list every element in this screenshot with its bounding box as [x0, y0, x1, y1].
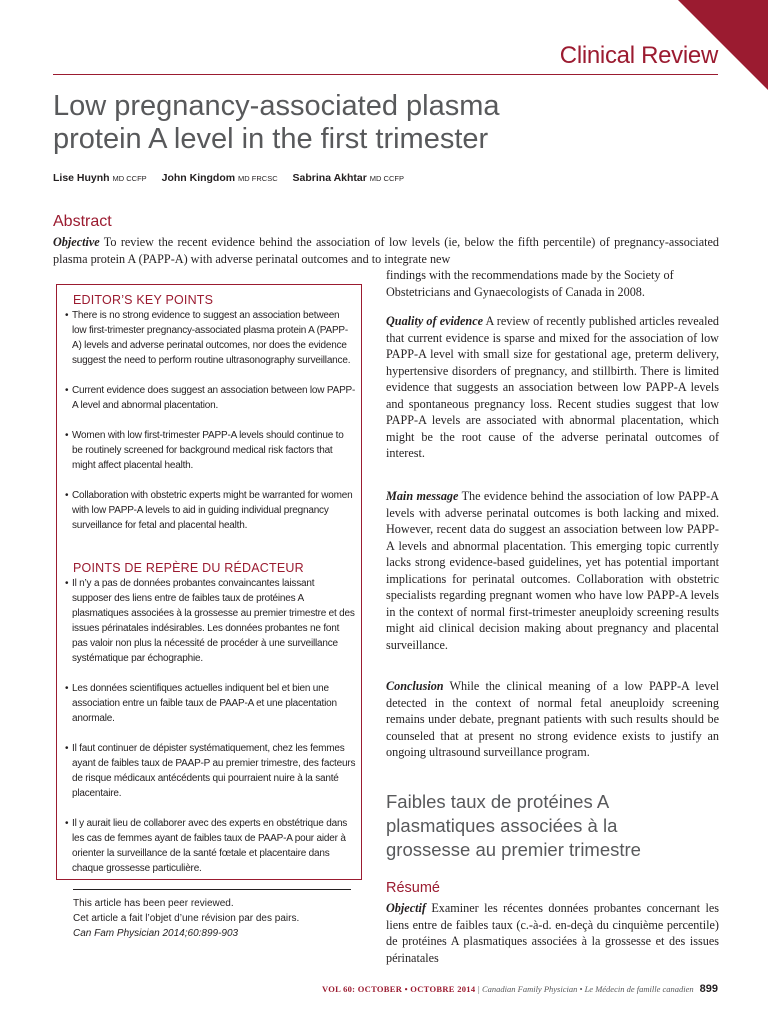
objective-paragraph [53, 234, 719, 267]
author-name: Sabrina Akhtar [292, 172, 367, 184]
author-list [53, 172, 416, 184]
list-item: • Les données scientifiques actuelles indiquent bel et bien une association entre un faible taux de PAAP-A et une placentation anormale. [66, 681, 356, 726]
objective-continued: findings with the recommendations made by the Society of Obstetricians and Gynaecologists of Canada in 2008. [386, 268, 674, 299]
quality-label: Quality of evidence [386, 314, 484, 328]
resume-heading: Résumé [386, 880, 440, 896]
objectif-text: Examiner les récentes données probantes concernant les liens entre de faibles taux (c.-à-d. en-deçà du cinquième percentile) de protéines A plasmatiques associées à la grossesse et des issues périnatales [386, 901, 719, 965]
objective-text: To review the recent evidence behind the association of low levels (ie, below the fifth percentile) of pregnancy-associated plasma protein A (PAPP-A) with adverse perinatal outcomes and to integrate new [53, 235, 719, 266]
footer-journal: | Canadian Family Physician • Le Médecin de famille canadien [475, 984, 694, 994]
french-title-line-1: Faibles taux de protéines A [386, 791, 610, 812]
main-message-text: The evidence behind the association of low PAPP-A levels with adverse perinatal outcomes is both lacking and mixed. However, recent data do suggest an association between low PAPP-A levels and abnormal placentation. This emerging topic currently lacks strong evidence-based guidelines, yet has potential important implications for perinatal outcomes. Collaboration with obstetric specialists regarding pregnant women who have low PAPP-A levels in the context of normal first-trimester aneuploidy screening results might aid clinical decision making about pregnancy and placental surveillance. [386, 489, 719, 652]
author-credentials: MD FRCSC [238, 174, 278, 183]
objective-label: Objective [53, 235, 100, 249]
header-rule [53, 74, 718, 75]
author-name: Lise Huynh [53, 172, 110, 184]
main-message-paragraph [386, 488, 719, 653]
author [293, 172, 404, 184]
conclusion-paragraph [386, 678, 719, 761]
author [53, 172, 147, 184]
author [162, 172, 278, 184]
quality-paragraph [386, 313, 719, 462]
author-credentials: MD CCFP [369, 174, 404, 183]
list-item: • Il n’y a pas de données probantes convaincantes laissant supposer des liens entre de faibles taux de protéines A plasmatiques associées à la grossesse au premier trimestre et des issues périnatales indésirables. Les données probantes ne font pas valoir non plus la nécessité de procéder à une surveillance systématique par échographie. [66, 576, 356, 666]
author-name: John Kingdom [161, 172, 236, 184]
article-title [53, 90, 693, 156]
key-points-list-fr [66, 576, 356, 891]
list-item: • Current evidence does suggest an association between low PAPP-A level and abnormal placentation. [66, 383, 356, 413]
page-number: 899 [699, 983, 718, 995]
objectif-paragraph [386, 900, 719, 966]
key-points-heading-fr: POINTS DE REPÈRE DU RÉDACTEUR [73, 561, 304, 575]
peer-review-rule [73, 889, 351, 890]
key-points-list-en [66, 308, 356, 548]
list-item: • Collaboration with obstetric experts might be warranted for women with low PAPP-A levels to aid in guiding individual pregnancy surveillance for fetal and placental health. [66, 488, 356, 533]
peer-review-fr: Cet article a fait l’objet d’une révision par des pairs. [73, 913, 300, 924]
main-message-label: Main message [386, 489, 459, 503]
list-item: • Il faut continuer de dépister systématiquement, chez les femmes ayant de faibles taux de PAAP-P au premier trimestre, des facteurs de risque médicaux antécédents qui pourraient nuire à la santé placentaire. [66, 741, 356, 801]
conclusion-text: While the clinical meaning of a low PAPP-A level detected in the context of normal fetal aneuploidy screening remains under debate, pregnant patients with such results should be counseled that at present no strong evidence exists to justify an ongoing ultrasound surveillance program. [386, 679, 719, 759]
quality-text: A review of recently published articles revealed that current evidence is sparse and mixed for the association of low PAPP-A level with small size for gestational age, preterm delivery, hypertensive disorders of pregnancy, and stillbirth. There is limited evidence that suggests an association between low PAPP-A levels and spontaneous pregnancy loss. Recent studies suggest that low PAPP-A levels are associated with abnormal placentation, which might be the root cause of the adverse perinatal outcomes of interest. [386, 314, 719, 460]
french-title-line-3: grossesse au premier trimestre [386, 839, 641, 860]
footer-volume: VOL 60: OCTOBER • OCTOBRE 2014 [321, 984, 476, 994]
peer-review-en: This article has been peer reviewed. [73, 898, 234, 909]
abstract-heading: Abstract [53, 213, 112, 230]
citation: Can Fam Physician 2014;60:899-903 [73, 928, 239, 939]
peer-review-note [73, 896, 299, 941]
objectif-label: Objectif [386, 901, 426, 915]
page-footer [322, 983, 718, 995]
list-item: • Il y aurait lieu de collaborer avec des experts en obstétrique dans les cas de femmes ayant de faibles taux de PAAP-A pour aider à orienter la surveillance de la santé fœtale et placentaire dans chaque grossesse particulière. [66, 816, 356, 876]
french-title-line-2: plasmatiques associées à la [386, 815, 618, 836]
french-title [386, 790, 726, 862]
list-item: • There is no strong evidence to suggest an association between low first-trimester pregnancy-associated plasma protein A (PAPP-A) levels and adverse perinatal outcomes, nor does the evidence suggest the need to perform routine ultrasonography surveillance. [66, 308, 356, 368]
title-line-2: protein A level in the first trimester [53, 123, 489, 155]
title-line-1: Low pregnancy-associated plasma [53, 90, 500, 122]
author-credentials: MD CCFP [112, 174, 147, 183]
list-item: • Women with low first-trimester PAPP-A levels should continue to be routinely screened for background medical risk factors that might affect placental health. [66, 428, 356, 473]
section-label: Clinical Review [559, 42, 718, 69]
key-points-heading-en: EDITOR’S KEY POINTS [73, 293, 214, 307]
conclusion-label: Conclusion [386, 679, 444, 693]
